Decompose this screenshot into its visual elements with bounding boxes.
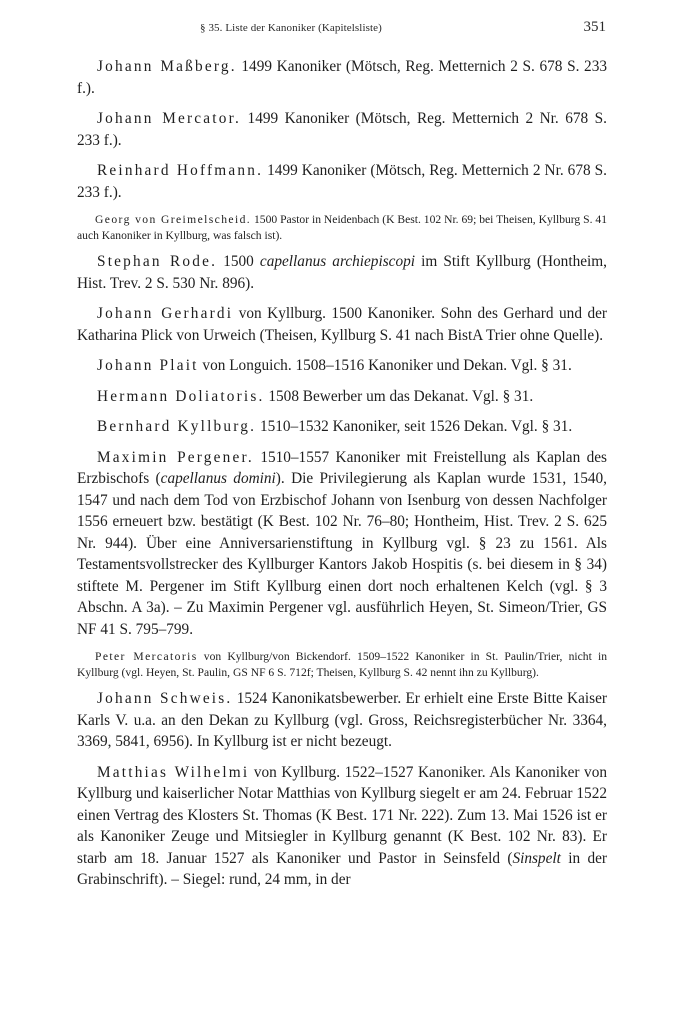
entry-text: 1499 Kanoniker (Mötsch, Reg. Metternich 2 Nr. 678 S. 233 f.). [77, 162, 607, 201]
entry-text: von Kyllburg. 1522–1527 Kanoniker. Als Kanoniker von Kyllburg und kaiserlicher Notar Matthias von Kyllburg siegelt er am 24. Februar 1522 einen Vertrag des Klosters St. Thomas (K Best. 171 Nr. 222). Zum 13. Mai 1526 ist er als Kanoniker Zeuge und Mitsiegler in Kyllburg genannt (K Best. 102 Nr. 83). Er starb am 18. Januar 1527 als Kanoniker und Pastor in Seinsfeld ( [77, 763, 607, 867]
canon-name: Maximin Pergener. [97, 448, 254, 466]
canon-name: Peter Mercatoris [95, 650, 198, 663]
entry-text: von Longuich. 1508–1516 Kanoniker und Dekan. Vgl. § 31. [198, 357, 572, 374]
canon-entry [77, 212, 607, 244]
canon-name: Johann Plait [97, 357, 199, 374]
canon-entry [77, 688, 607, 753]
canon-entry [77, 108, 607, 151]
canon-entry [77, 762, 607, 891]
canon-name: Georg von Greimelscheid. [95, 213, 252, 226]
canon-entry [77, 160, 607, 203]
entry-text: 1499 Kanoniker (Mötsch, Reg. Metternich 2 Nr. 678 S. 233 f.). [77, 110, 607, 149]
entry-italic-text: capellanus domini [160, 470, 276, 487]
entry-text: in der Grabinschrift). – Siegel: rund, 24 mm, in der [77, 849, 607, 888]
entry-text: 1508 Bewerber um das Dekanat. Vgl. § 31. [264, 387, 534, 405]
canon-entry [77, 303, 607, 346]
canon-name: Hermann Doliatoris. [97, 387, 265, 405]
entry-list [77, 56, 607, 900]
canon-name: Johann Gerhardi [97, 305, 234, 322]
canon-entry [77, 386, 607, 408]
entry-italic-text: Sinspelt [512, 849, 561, 867]
entry-text: ). Die Privilegierung als Kaplan wurde 1531, 1540, 1547 und nach dem Tod von Erzbischof Johann von Isenburg von dessen Nachfolger 1556 erneuert bzw. bestätigt (K Best. 102 Nr. 76–80; Hontheim, Hist. Trev. 2 S. 625 Nr. 944). Über eine Anniversarienstiftung in Kyllburg vgl. § 23 zu 1561. Als Testamentsvollstrecker des Kyllburger Kantors Jakob Hospitis (s. bei diesem in § 34) stiftete M. Pergener im Stift Kyllburg einen dort noch erhaltenen Kelch (vgl. § 3 Abschn. A 3a). – Zu Maximin Pergener vgl. ausführlich Heyen, St. Simeon/Trier, GS NF 41 S. 795–799. [77, 470, 607, 638]
entry-text: von Kyllburg. 1500 Kanoniker. Sohn des Gerhard und der Katharina Plick von Urweich (Theisen, Kyllburg S. 41 nach BistA Trier ohne Quelle). [77, 305, 607, 344]
canon-name: Johann Schweis. [97, 690, 233, 707]
entry-text: 1524 Kanonikatsbewerber. Er erhielt eine Erste Bitte Kaiser Karls V. u.a. an den Dekan zu Kyllburg (vgl. Gross, Reichsregisterbücher Nr. 3364, 3369, 5841, 6956). In Kyllburg ist er nicht bezeugt. [77, 690, 607, 750]
entry-italic-text: capellanus archiepiscopi [259, 253, 416, 270]
canon-entry [77, 416, 607, 438]
canon-entry [77, 251, 607, 294]
entry-text: 1500 Pastor in Neidenbach (K Best. 102 Nr. 69; bei Theisen, Kyllburg S. 41 auch Kanoniker in Kyllburg, was falsch ist). [77, 213, 607, 242]
canon-entry [77, 355, 607, 377]
entry-text: 1499 Kanoniker (Mötsch, Reg. Metternich 2 S. 678 S. 233 f.). [77, 58, 607, 97]
entry-text: 1510–1532 Kanoniker, seit 1526 Dekan. Vgl. § 31. [256, 418, 573, 435]
canon-name: Stephan Rode. [97, 253, 218, 270]
canon-name: Johann Maßberg. [97, 58, 237, 75]
entry-text: 1500 [217, 253, 260, 270]
entry-text: im Stift Kyllburg (Hontheim, Hist. Trev. 2 S. 530 Nr. 896). [77, 253, 607, 292]
canon-name: Reinhard Hoffmann. [97, 162, 264, 179]
entry-text: 1510–1557 Kanoniker mit Freistellung als Kaplan des Erzbischofs ( [77, 448, 608, 487]
entry-text: von Kyllburg/von Bickendorf. 1509–1522 Kanoniker in St. Paulin/Trier, nicht in Kyllburg (vgl. Heyen, St. Paulin, GS NF 6 S. 712f; Theisen, Kyllburg S. 42 nennt ihn zu Kyllburg). [77, 650, 607, 679]
canon-entry [77, 56, 607, 99]
canon-entry [77, 447, 607, 641]
canon-name: Bernhard Kyllburg. [97, 418, 257, 435]
canon-name: Johann Mercator. [97, 110, 242, 127]
canon-name: Matthias Wilhelmi [97, 763, 250, 781]
canon-entry [77, 649, 607, 681]
page-number: 351 [583, 19, 606, 35]
running-head: § 35. Liste der Kanoniker (Kapitelsliste) [200, 22, 382, 34]
